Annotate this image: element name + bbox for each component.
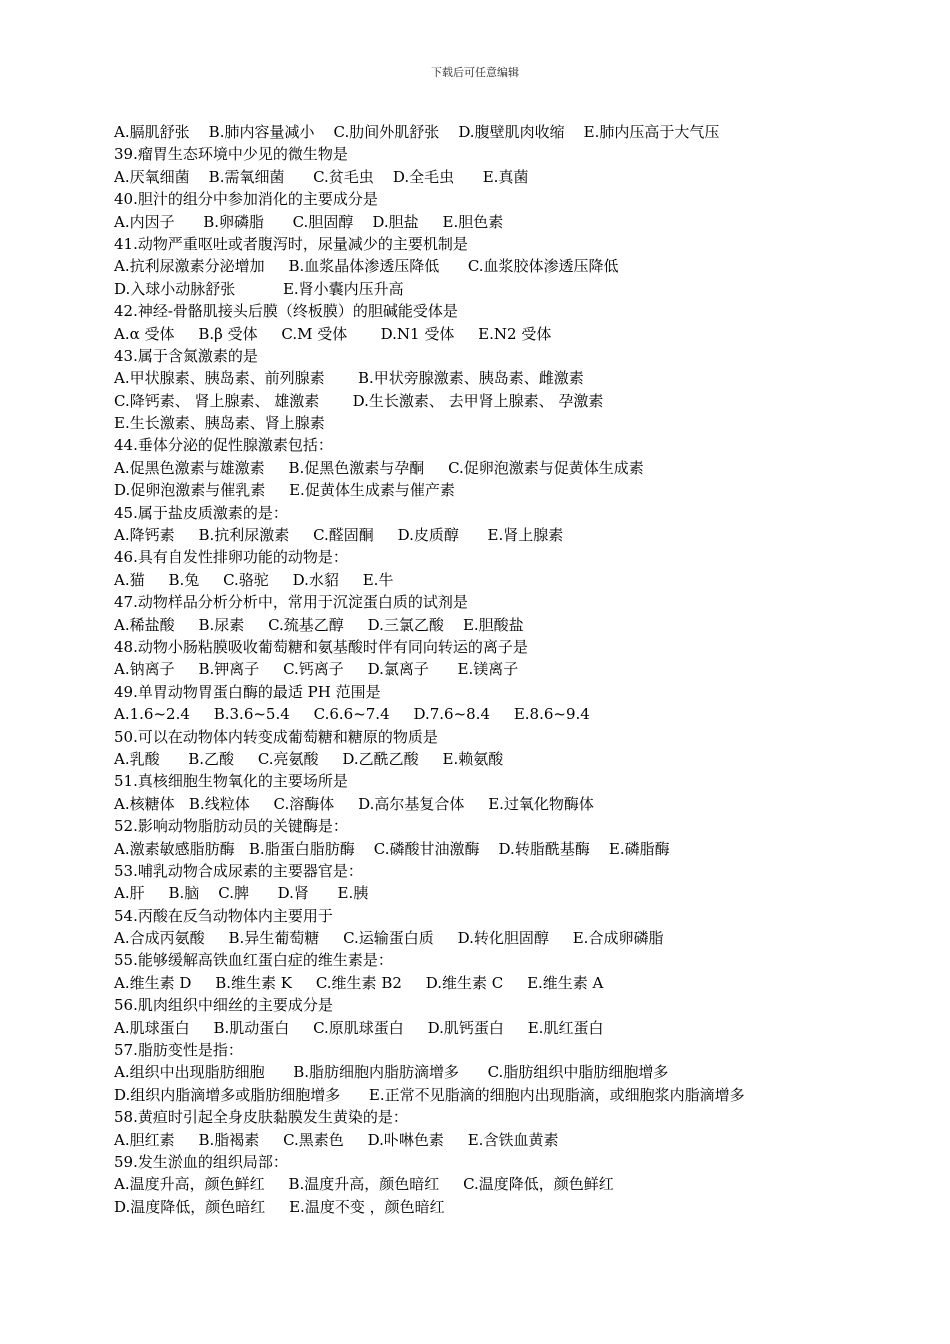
question-stem: 54.丙酸在反刍动物体内主要用于 [114, 906, 333, 925]
question-stem: 42.神经-骨骼肌接头后膜（终板膜）的胆碱能受体是 [114, 302, 458, 321]
answer-options: A.促黑色激素与雄激素 B.促黑色激素与孕酮 C.促卵泡激素与促黄体生成素 [114, 458, 644, 477]
question-stem: 46.具有自发性排卵功能的动物是： [114, 548, 348, 567]
question-stem: 43.属于含氮激素的是 [114, 346, 258, 365]
question-stem: 53.哺乳动物合成尿素的主要器官是： [114, 861, 363, 880]
page-header: 下载后可任意编辑 [431, 66, 519, 79]
question-stem: 58.黄疸时引起全身皮肤黏膜发生黄染的是： [114, 1108, 408, 1127]
answer-options: C.降钙素、 肾上腺素、 雄激素 D.生长激素、 去甲肾上腺素、 孕激素 [114, 391, 604, 410]
answer-options: A.甲状腺素、胰岛素、前列腺素 B.甲状旁腺激素、胰岛素、雌激素 [114, 369, 584, 388]
answer-options: A.乳酸 B.乙酸 C.亮氨酸 D.乙酰乙酸 E.赖氨酸 [114, 749, 504, 768]
answer-options: E.生长激素、胰岛素、肾上腺素 [114, 414, 325, 433]
answer-options: A.肝 B.脑 C.脾 D.肾 E.胰 [114, 884, 369, 903]
answer-options: D.促卵泡激素与催乳素 E.促黄体生成素与催产素 [114, 481, 455, 500]
answer-options: D.组织内脂滴增多或脂肪细胞增多 E.正常不见脂滴的细胞内出现脂滴，或细胞浆内脂滴增多 [114, 1085, 745, 1104]
answer-options: A.厌氧细菌 B.需氧细菌 C.贫毛虫 D.全毛虫 E.真菌 [114, 167, 529, 186]
question-stem: 41.动物严重呕吐或者腹泻时，尿量减少的主要机制是 [114, 234, 468, 253]
answer-options: A.抗利尿激素分泌增加 B.血浆晶体渗透压降低 C.血浆胶体渗透压降低 [114, 257, 619, 276]
answer-options: A.合成丙氨酸 B.异生葡萄糖 C.运输蛋白质 D.转化胆固醇 E.合成卵磷脂 [114, 929, 664, 948]
question-stem: 57.脂肪变性是指： [114, 1041, 243, 1060]
question-stem: 51.真核细胞生物氧化的主要场所是 [114, 772, 348, 791]
answer-options: A.肌球蛋白 B.肌动蛋白 C.原肌球蛋白 D.肌钙蛋白 E.肌红蛋白 [114, 1018, 604, 1037]
answer-options: A.温度升高，颜色鲜红 B.温度升高，颜色暗红 C.温度降低，颜色鲜红 [114, 1175, 614, 1194]
answer-options: A.钠离子 B.钾离子 C.钙离子 D.氯离子 E.镁离子 [114, 660, 519, 679]
answer-options: A.α 受体 B.β 受体 C.M 受体 D.N1 受体 E.N2 受体 [114, 324, 552, 343]
question-stem: 47.动物样品分析分析中，常用于沉淀蛋白质的试剂是 [114, 593, 468, 612]
answer-options: A.膈肌舒张 B.肺内容量减小 C.肋间外肌舒张 D.腹壁肌肉收缩 E.肺内压高于大气压 [114, 123, 720, 141]
question-stem: 52.影响动物脂肪动员的关键酶是： [114, 817, 348, 836]
answer-options: A.猫 B.兔 C.骆驼 D.水貂 E.牛 [114, 570, 394, 589]
question-stem: 48.动物小肠粘膜吸收葡萄糖和氨基酸时伴有同向转运的离子是 [114, 637, 528, 656]
question-stem: 56.肌肉组织中细丝的主要成分是 [114, 996, 333, 1015]
question-stem: 45.属于盐皮质激素的是： [114, 503, 288, 522]
document-body [114, 121, 914, 1218]
answer-options: A.维生素 D B.维生素 K C.维生素 B2 D.维生素 C E.维生素 A [114, 973, 604, 992]
question-stem: 39.瘤胃生态环境中少见的微生物是 [114, 145, 348, 164]
question-stem: 40.胆汁的组分中参加消化的主要成分是 [114, 190, 378, 209]
question-stem: 50.可以在动物体内转变成葡萄糖和糖原的物质是 [114, 727, 438, 746]
question-stem: 49.单胃动物胃蛋白酶的最适 PH 范围是 [114, 682, 381, 701]
question-stem: 55.能够缓解高铁血红蛋白症的维生素是： [114, 951, 393, 970]
answer-options: D.入球小动脉舒张 E.肾小囊内压升高 [114, 279, 404, 298]
answer-options: A.组织中出现脂肪细胞 B.脂肪细胞内脂肪滴增多 C.脂肪组织中脂肪细胞增多 [114, 1063, 669, 1082]
answer-options: A.激素敏感脂肪酶 B.脂蛋白脂肪酶 C.磷酸甘油激酶 D.转脂酰基酶 E.磷脂酶 [114, 839, 670, 858]
answer-options: A.胆红素 B.脂褐素 C.黑素色 D.卟啉色素 E.含铁血黄素 [114, 1130, 559, 1149]
answer-options: A.内因子 B.卵磷脂 C.胆固醇 D.胆盐 E.胆色素 [114, 212, 504, 231]
answer-options: A.稀盐酸 B.尿素 C.巯基乙醇 D.三氯乙酸 E.胆酸盐 [114, 615, 524, 634]
question-stem: 44.垂体分泌的促性腺激素包括： [114, 436, 333, 455]
answer-options: A.降钙素 B.抗利尿激素 C.醛固酮 D.皮质醇 E.肾上腺素 [114, 526, 564, 545]
answer-options: D.温度降低，颜色暗红 E.温度不变 ，颜色暗红 [114, 1197, 445, 1216]
answer-options: A.1.6~2.4 B.3.6~5.4 C.6.6~7.4 D.7.6~8.4 E.8.6~9.4 [114, 705, 590, 724]
answer-options: A.核糖体 B.线粒体 C.溶酶体 D.高尔基复合体 E.过氧化物酶体 [114, 794, 594, 813]
question-stem: 59.发生淤血的组织局部： [114, 1152, 288, 1171]
